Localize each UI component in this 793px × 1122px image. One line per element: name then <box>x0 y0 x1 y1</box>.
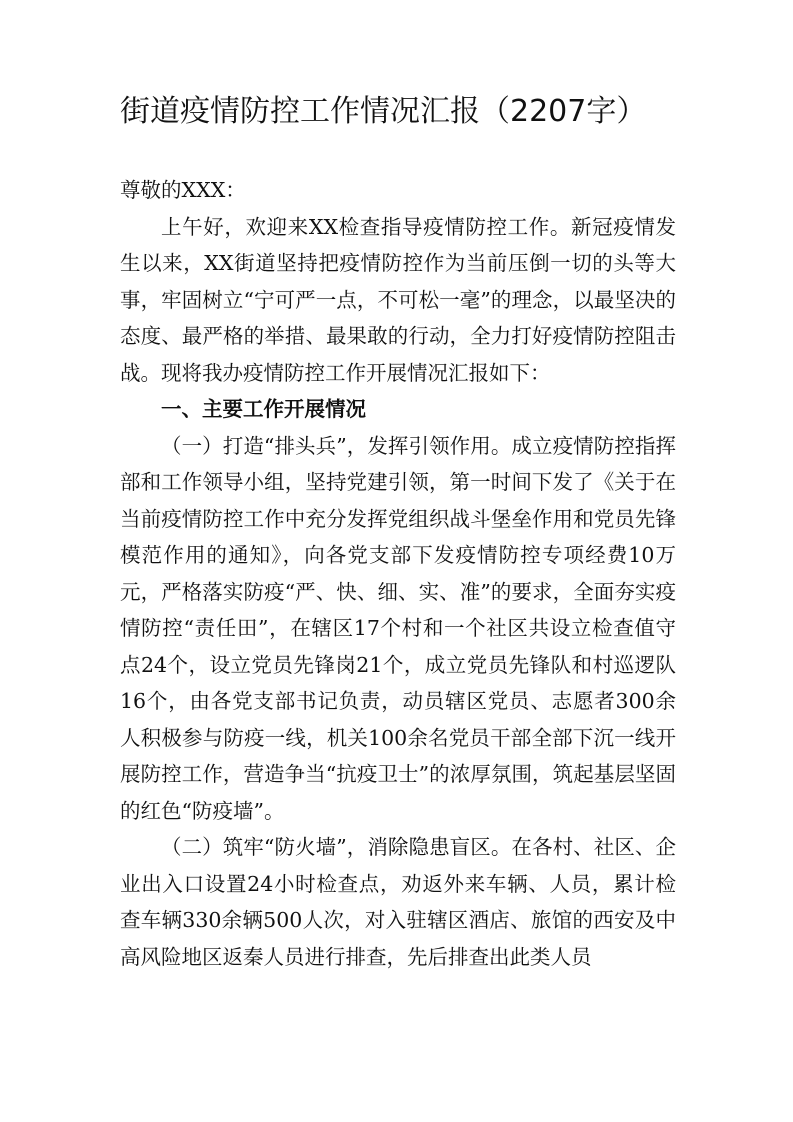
section-heading: 一、主要工作开展情况 <box>161 397 366 421</box>
item-two-paragraph: （二）筑牢“防火墙”，消除隐患盲区。在各村、社区、企业出入口设置24小时检查点，劝返外来车辆、人员，累计检查车辆330余辆500人次，对入驻辖区酒店、旅馆的西安及中高风险地区返秦人员进行排查，先后排查出此类人员 <box>120 835 676 969</box>
intro-paragraph: 上午好，欢迎来XX检查指导疫情防控工作。新冠疫情发生以来，XX街道坚持把疫情防控作为当前压倒一切的头等大事，牢固树立“宁可严一点，不可松一毫”的理念，以最坚决的态度、最严格的举措、最果敢的行动，全力打好疫情防控阻击战。现将我办疫情防控工作开展情况汇报如下： <box>120 214 676 385</box>
document-title: 街道疫情防控工作情况汇报（2207字） <box>120 94 647 129</box>
document-body <box>120 172 676 975</box>
salutation: 尊敬的XXX： <box>120 178 246 202</box>
item-one-paragraph: （一）打造“排头兵”，发挥引领作用。成立疫情防控指挥部和工作领导小组，坚持党建引领，第一时间下发了《关于在当前疫情防控工作中充分发挥党组织战斗堡垒作用和党员先锋模范作用的通知》，向各党支部下发疫情防控专项经费10万元，严格落实防疫“严、快、细、实、准”的要求，全面夯实疫情防控“责任田”，在辖区17个村和一个社区共设立检查值守点24个，设立党员先锋岗21个，成立党员先锋队和村巡逻队16个，由各党支部书记负责，动员辖区党员、志愿者300余人积极参与防疫一线，机关100余名党员干部全部下沉一线开展防控工作，营造争当“抗疫卫士”的浓厚氛围，筑起基层坚固的红色“防疫墙”。 <box>120 433 676 823</box>
